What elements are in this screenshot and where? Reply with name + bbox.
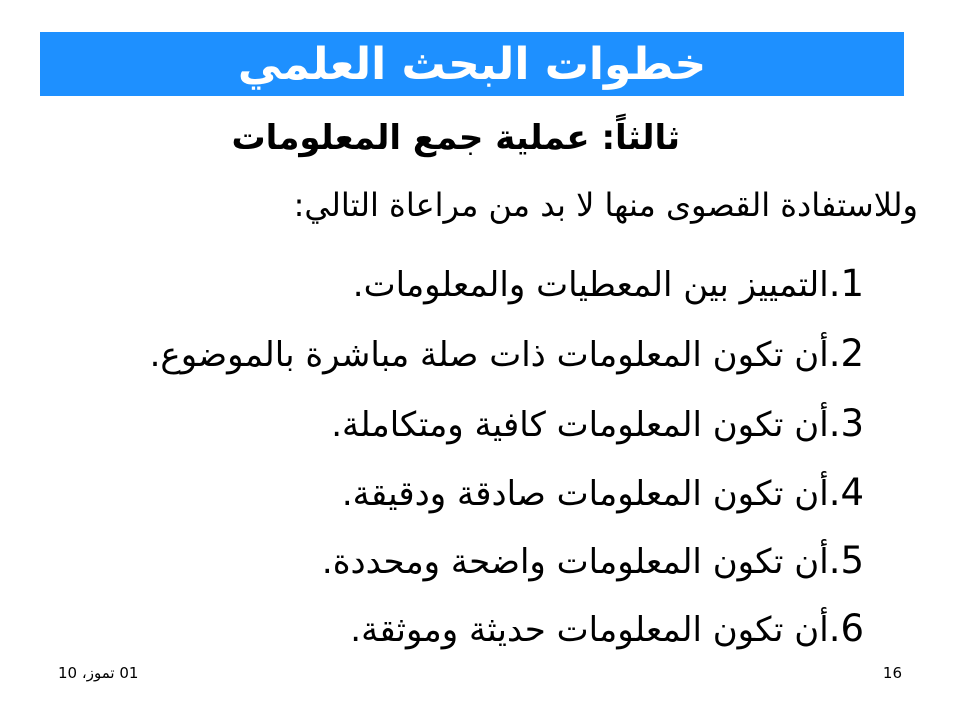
step-number: 3.	[828, 402, 864, 445]
slide-title: خطوات البحث العلمي	[237, 38, 707, 90]
page-number: 16	[882, 664, 902, 682]
section-subtitle: ثالثاً: عملية جمع المعلومات	[231, 118, 680, 158]
step-text: أن تكون المعلومات ذات صلة مباشرة بالموضوع.	[149, 335, 829, 375]
step-number: 5.	[828, 539, 864, 582]
step-text: أن تكون المعلومات كافية ومتكاملة.	[331, 405, 829, 445]
step-number: 4.	[828, 471, 864, 514]
footer-date: 01 تموز، 10	[58, 664, 139, 682]
step-text: أن تكون المعلومات واضحة ومحددة.	[321, 542, 829, 582]
step-number: 2.	[828, 332, 864, 375]
list-item	[150, 332, 864, 375]
list-item	[342, 471, 864, 514]
list-item	[331, 402, 864, 445]
step-text: أن تكون المعلومات حديثة وموثقة.	[350, 610, 829, 650]
list-item	[353, 262, 864, 305]
step-number: 1.	[828, 262, 864, 305]
list-item	[350, 607, 864, 650]
step-text: التمييز بين المعطيات والمعلومات.	[352, 265, 829, 305]
step-number: 6.	[828, 607, 864, 650]
step-text: أن تكون المعلومات صادقة ودقيقة.	[341, 474, 829, 514]
list-item	[322, 539, 864, 582]
title-bar	[40, 32, 904, 96]
intro-text: وللاستفادة القصوى منها لا بد من مراعاة التالي:	[293, 186, 918, 224]
